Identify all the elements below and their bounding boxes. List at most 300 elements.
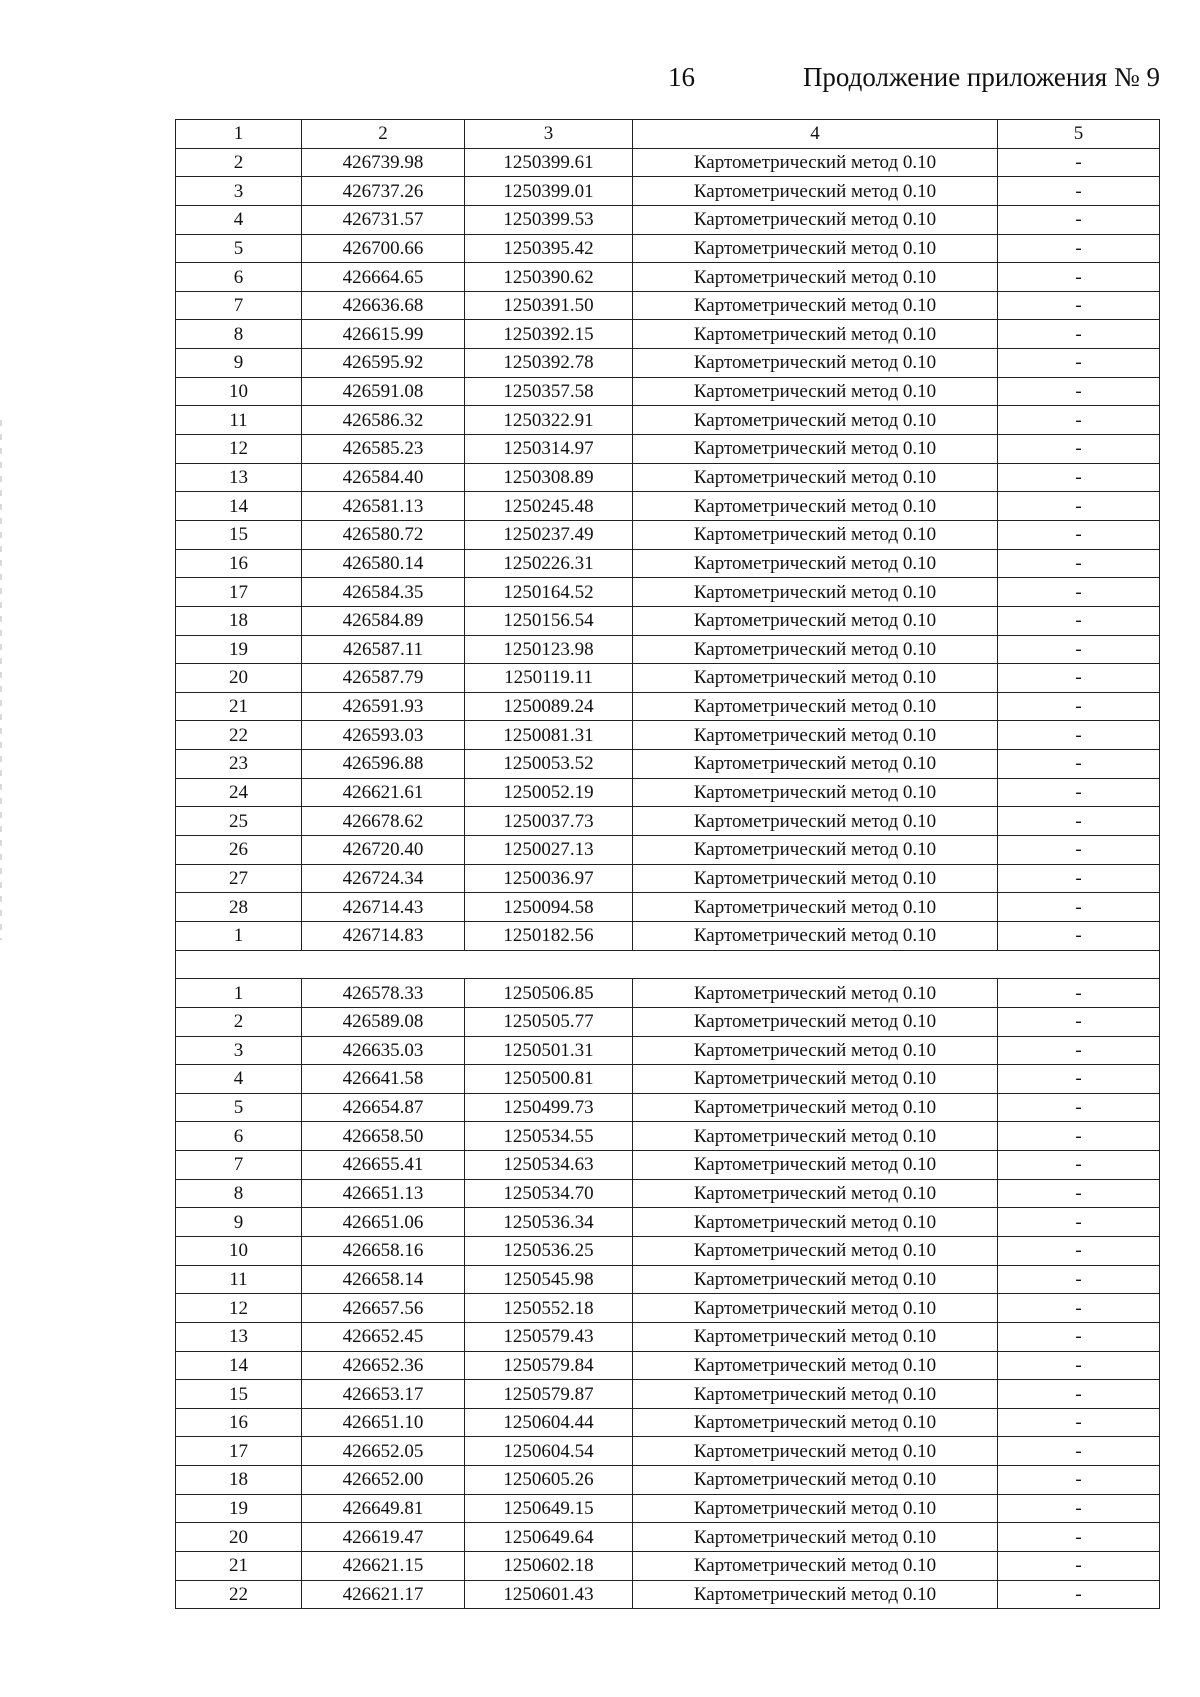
note-cell: - [998, 1351, 1160, 1380]
table-row [176, 1265, 1160, 1294]
point-number-cell: 12 [176, 435, 302, 464]
x-coordinate-cell: 426657.56 [302, 1294, 465, 1323]
point-number-cell: 6 [176, 263, 302, 292]
point-number-cell: 28 [176, 893, 302, 922]
y-coordinate-cell: 1250534.70 [465, 1179, 633, 1208]
method-accuracy-cell: Картометрический метод 0.10 [633, 406, 998, 435]
table-row [176, 291, 1160, 320]
y-coordinate-cell: 1250579.84 [465, 1351, 633, 1380]
point-number-cell: 4 [176, 1065, 302, 1094]
x-coordinate-cell: 426714.43 [302, 893, 465, 922]
point-number-cell: 16 [176, 1408, 302, 1437]
table-row [176, 320, 1160, 349]
note-cell: - [998, 1122, 1160, 1151]
y-coordinate-cell: 1250182.56 [465, 921, 633, 950]
method-accuracy-cell: Картометрический метод 0.10 [633, 606, 998, 635]
note-cell: - [998, 463, 1160, 492]
table-row [176, 177, 1160, 206]
note-cell: - [998, 435, 1160, 464]
method-accuracy-cell: Картометрический метод 0.10 [633, 721, 998, 750]
table-row [176, 1437, 1160, 1466]
table-row [176, 1494, 1160, 1523]
point-number-cell: 8 [176, 320, 302, 349]
point-number-cell: 16 [176, 549, 302, 578]
y-coordinate-cell: 1250036.97 [465, 864, 633, 893]
note-cell: - [998, 349, 1160, 378]
method-accuracy-cell: Картометрический метод 0.10 [633, 291, 998, 320]
note-cell: - [998, 893, 1160, 922]
table-row [176, 148, 1160, 177]
method-accuracy-cell: Картометрический метод 0.10 [633, 349, 998, 378]
method-accuracy-cell: Картометрический метод 0.10 [633, 635, 998, 664]
y-coordinate-cell: 1250545.98 [465, 1265, 633, 1294]
point-number-cell: 20 [176, 664, 302, 693]
x-coordinate-cell: 426678.62 [302, 807, 465, 836]
x-coordinate-cell: 426739.98 [302, 148, 465, 177]
point-number-cell: 15 [176, 520, 302, 549]
point-number-cell: 4 [176, 205, 302, 234]
method-accuracy-cell: Картометрический метод 0.10 [633, 377, 998, 406]
x-coordinate-cell: 426700.66 [302, 234, 465, 263]
table-row [176, 1408, 1160, 1437]
x-coordinate-cell: 426578.33 [302, 979, 465, 1008]
note-cell: - [998, 1408, 1160, 1437]
y-coordinate-cell: 1250237.49 [465, 520, 633, 549]
y-coordinate-cell: 1250534.55 [465, 1122, 633, 1151]
method-accuracy-cell: Картометрический метод 0.10 [633, 807, 998, 836]
x-coordinate-cell: 426658.50 [302, 1122, 465, 1151]
x-coordinate-cell: 426591.93 [302, 692, 465, 721]
note-cell: - [998, 692, 1160, 721]
method-accuracy-cell: Картометрический метод 0.10 [633, 921, 998, 950]
x-coordinate-cell: 426651.10 [302, 1408, 465, 1437]
y-coordinate-cell: 1250308.89 [465, 463, 633, 492]
point-number-cell: 19 [176, 635, 302, 664]
y-coordinate-cell: 1250391.50 [465, 291, 633, 320]
note-cell: - [998, 1437, 1160, 1466]
method-accuracy-cell: Картометрический метод 0.10 [633, 1408, 998, 1437]
table-row [176, 435, 1160, 464]
method-accuracy-cell: Картометрический метод 0.10 [633, 1552, 998, 1581]
x-coordinate-cell: 426654.87 [302, 1093, 465, 1122]
x-coordinate-cell: 426619.47 [302, 1523, 465, 1552]
x-coordinate-cell: 426652.36 [302, 1351, 465, 1380]
point-number-cell: 5 [176, 1093, 302, 1122]
table-row [176, 893, 1160, 922]
table-row [176, 406, 1160, 435]
x-coordinate-cell: 426652.00 [302, 1466, 465, 1495]
x-coordinate-cell: 426580.72 [302, 520, 465, 549]
y-coordinate-cell: 1250119.11 [465, 664, 633, 693]
table-row [176, 807, 1160, 836]
point-number-cell: 20 [176, 1523, 302, 1552]
method-accuracy-cell: Картометрический метод 0.10 [633, 1294, 998, 1323]
x-coordinate-cell: 426641.58 [302, 1065, 465, 1094]
x-coordinate-cell: 426664.65 [302, 263, 465, 292]
table-row [176, 520, 1160, 549]
table-row [176, 1208, 1160, 1237]
column-header: 2 [302, 120, 465, 149]
y-coordinate-cell: 1250605.26 [465, 1466, 633, 1495]
table-row [176, 979, 1160, 1008]
method-accuracy-cell: Картометрический метод 0.10 [633, 1322, 998, 1351]
method-accuracy-cell: Картометрический метод 0.10 [633, 1351, 998, 1380]
note-cell: - [998, 148, 1160, 177]
method-accuracy-cell: Картометрический метод 0.10 [633, 664, 998, 693]
x-coordinate-cell: 426658.16 [302, 1236, 465, 1265]
point-number-cell: 24 [176, 778, 302, 807]
note-cell: - [998, 836, 1160, 865]
table-row [176, 1036, 1160, 1065]
table-row [176, 263, 1160, 292]
point-number-cell: 26 [176, 836, 302, 865]
y-coordinate-cell: 1250392.15 [465, 320, 633, 349]
note-cell: - [998, 234, 1160, 263]
point-number-cell: 21 [176, 692, 302, 721]
method-accuracy-cell: Картометрический метод 0.10 [633, 578, 998, 607]
note-cell: - [998, 1494, 1160, 1523]
table-row [176, 377, 1160, 406]
table-row [176, 1380, 1160, 1409]
method-accuracy-cell: Картометрический метод 0.10 [633, 1007, 998, 1036]
table-row [176, 1466, 1160, 1495]
point-number-cell: 5 [176, 234, 302, 263]
method-accuracy-cell: Картометрический метод 0.10 [633, 1265, 998, 1294]
y-coordinate-cell: 1250552.18 [465, 1294, 633, 1323]
point-number-cell: 14 [176, 1351, 302, 1380]
x-coordinate-cell: 426587.79 [302, 664, 465, 693]
method-accuracy-cell: Картометрический метод 0.10 [633, 836, 998, 865]
table-row [176, 492, 1160, 521]
x-coordinate-cell: 426584.35 [302, 578, 465, 607]
scan-edge-marks [0, 420, 2, 940]
note-cell: - [998, 377, 1160, 406]
note-cell: - [998, 549, 1160, 578]
method-accuracy-cell: Картометрический метод 0.10 [633, 1494, 998, 1523]
y-coordinate-cell: 1250604.44 [465, 1408, 633, 1437]
y-coordinate-cell: 1250579.43 [465, 1322, 633, 1351]
point-number-cell: 1 [176, 921, 302, 950]
table-row [176, 1065, 1160, 1094]
x-coordinate-cell: 426591.08 [302, 377, 465, 406]
point-number-cell: 23 [176, 750, 302, 779]
point-number-cell: 7 [176, 291, 302, 320]
note-cell: - [998, 520, 1160, 549]
table-row [176, 664, 1160, 693]
y-coordinate-cell: 1250536.34 [465, 1208, 633, 1237]
note-cell: - [998, 778, 1160, 807]
x-coordinate-cell: 426636.68 [302, 291, 465, 320]
note-cell: - [998, 1552, 1160, 1581]
x-coordinate-cell: 426651.13 [302, 1179, 465, 1208]
method-accuracy-cell: Картометрический метод 0.10 [633, 864, 998, 893]
x-coordinate-cell: 426584.89 [302, 606, 465, 635]
method-accuracy-cell: Картометрический метод 0.10 [633, 692, 998, 721]
point-number-cell: 10 [176, 1236, 302, 1265]
method-accuracy-cell: Картометрический метод 0.10 [633, 205, 998, 234]
method-accuracy-cell: Картометрический метод 0.10 [633, 1093, 998, 1122]
x-coordinate-cell: 426587.11 [302, 635, 465, 664]
x-coordinate-cell: 426737.26 [302, 177, 465, 206]
x-coordinate-cell: 426731.57 [302, 205, 465, 234]
point-number-cell: 22 [176, 1580, 302, 1609]
table-row [176, 606, 1160, 635]
x-coordinate-cell: 426621.15 [302, 1552, 465, 1581]
table-row [176, 1552, 1160, 1581]
note-cell: - [998, 1294, 1160, 1323]
note-cell: - [998, 205, 1160, 234]
method-accuracy-cell: Картометрический метод 0.10 [633, 234, 998, 263]
y-coordinate-cell: 1250226.31 [465, 549, 633, 578]
method-accuracy-cell: Картометрический метод 0.10 [633, 1580, 998, 1609]
method-accuracy-cell: Картометрический метод 0.10 [633, 177, 998, 206]
method-accuracy-cell: Картометрический метод 0.10 [633, 893, 998, 922]
method-accuracy-cell: Картометрический метод 0.10 [633, 1380, 998, 1409]
x-coordinate-cell: 426580.14 [302, 549, 465, 578]
note-cell: - [998, 1523, 1160, 1552]
method-accuracy-cell: Картометрический метод 0.10 [633, 1437, 998, 1466]
x-coordinate-cell: 426593.03 [302, 721, 465, 750]
x-coordinate-cell: 426655.41 [302, 1151, 465, 1180]
y-coordinate-cell: 1250601.43 [465, 1580, 633, 1609]
y-coordinate-cell: 1250649.64 [465, 1523, 633, 1552]
note-cell: - [998, 921, 1160, 950]
y-coordinate-cell: 1250027.13 [465, 836, 633, 865]
y-coordinate-cell: 1250322.91 [465, 406, 633, 435]
y-coordinate-cell: 1250314.97 [465, 435, 633, 464]
note-cell: - [998, 291, 1160, 320]
table-row [176, 1351, 1160, 1380]
y-coordinate-cell: 1250357.58 [465, 377, 633, 406]
point-number-cell: 8 [176, 1179, 302, 1208]
x-coordinate-cell: 426621.61 [302, 778, 465, 807]
x-coordinate-cell: 426586.32 [302, 406, 465, 435]
method-accuracy-cell: Картометрический метод 0.10 [633, 435, 998, 464]
y-coordinate-cell: 1250399.61 [465, 148, 633, 177]
y-coordinate-cell: 1250123.98 [465, 635, 633, 664]
y-coordinate-cell: 1250649.15 [465, 1494, 633, 1523]
x-coordinate-cell: 426621.17 [302, 1580, 465, 1609]
y-coordinate-cell: 1250392.78 [465, 349, 633, 378]
point-number-cell: 11 [176, 406, 302, 435]
method-accuracy-cell: Картометрический метод 0.10 [633, 520, 998, 549]
point-number-cell: 18 [176, 606, 302, 635]
note-cell: - [998, 606, 1160, 635]
section-separator-cell [176, 950, 1160, 979]
column-header: 1 [176, 120, 302, 149]
method-accuracy-cell: Картометрический метод 0.10 [633, 1466, 998, 1495]
x-coordinate-cell: 426653.17 [302, 1380, 465, 1409]
y-coordinate-cell: 1250579.87 [465, 1380, 633, 1409]
point-number-cell: 12 [176, 1294, 302, 1323]
method-accuracy-cell: Картометрический метод 0.10 [633, 1523, 998, 1552]
table-row [176, 1007, 1160, 1036]
table-row [176, 1236, 1160, 1265]
section-separator-row [176, 950, 1160, 979]
x-coordinate-cell: 426649.81 [302, 1494, 465, 1523]
x-coordinate-cell: 426589.08 [302, 1007, 465, 1036]
note-cell: - [998, 807, 1160, 836]
note-cell: - [998, 406, 1160, 435]
table-row [176, 205, 1160, 234]
point-number-cell: 27 [176, 864, 302, 893]
point-number-cell: 2 [176, 1007, 302, 1036]
note-cell: - [998, 1380, 1160, 1409]
table-row [176, 463, 1160, 492]
table-row [176, 1122, 1160, 1151]
table-header-row [176, 120, 1160, 149]
table-row [176, 1093, 1160, 1122]
y-coordinate-cell: 1250399.53 [465, 205, 633, 234]
table-row [176, 549, 1160, 578]
method-accuracy-cell: Картометрический метод 0.10 [633, 1122, 998, 1151]
table-row [176, 234, 1160, 263]
method-accuracy-cell: Картометрический метод 0.10 [633, 549, 998, 578]
table-row [176, 778, 1160, 807]
note-cell: - [998, 263, 1160, 292]
page-number: 16 [668, 62, 695, 92]
column-header: 3 [465, 120, 633, 149]
table-row [176, 692, 1160, 721]
note-cell: - [998, 635, 1160, 664]
point-number-cell: 2 [176, 148, 302, 177]
x-coordinate-cell: 426714.83 [302, 921, 465, 950]
point-number-cell: 10 [176, 377, 302, 406]
point-number-cell: 13 [176, 1322, 302, 1351]
method-accuracy-cell: Картометрический метод 0.10 [633, 1151, 998, 1180]
point-number-cell: 13 [176, 463, 302, 492]
table-row [176, 1322, 1160, 1351]
y-coordinate-cell: 1250499.73 [465, 1093, 633, 1122]
y-coordinate-cell: 1250164.52 [465, 578, 633, 607]
table-row [176, 635, 1160, 664]
note-cell: - [998, 1236, 1160, 1265]
y-coordinate-cell: 1250037.73 [465, 807, 633, 836]
method-accuracy-cell: Картометрический метод 0.10 [633, 492, 998, 521]
point-number-cell: 7 [176, 1151, 302, 1180]
y-coordinate-cell: 1250094.58 [465, 893, 633, 922]
point-number-cell: 17 [176, 1437, 302, 1466]
table-row [176, 1580, 1160, 1609]
table-row [176, 864, 1160, 893]
note-cell: - [998, 1007, 1160, 1036]
x-coordinate-cell: 426585.23 [302, 435, 465, 464]
y-coordinate-cell: 1250399.01 [465, 177, 633, 206]
x-coordinate-cell: 426652.05 [302, 1437, 465, 1466]
y-coordinate-cell: 1250053.52 [465, 750, 633, 779]
method-accuracy-cell: Картометрический метод 0.10 [633, 778, 998, 807]
method-accuracy-cell: Картометрический метод 0.10 [633, 263, 998, 292]
point-number-cell: 9 [176, 349, 302, 378]
method-accuracy-cell: Картометрический метод 0.10 [633, 1208, 998, 1237]
method-accuracy-cell: Картометрический метод 0.10 [633, 148, 998, 177]
point-number-cell: 21 [176, 1552, 302, 1581]
point-number-cell: 9 [176, 1208, 302, 1237]
x-coordinate-cell: 426615.99 [302, 320, 465, 349]
note-cell: - [998, 1322, 1160, 1351]
y-coordinate-cell: 1250534.63 [465, 1151, 633, 1180]
x-coordinate-cell: 426584.40 [302, 463, 465, 492]
note-cell: - [998, 1065, 1160, 1094]
table-row [176, 721, 1160, 750]
y-coordinate-cell: 1250506.85 [465, 979, 633, 1008]
y-coordinate-cell: 1250390.62 [465, 263, 633, 292]
y-coordinate-cell: 1250536.25 [465, 1236, 633, 1265]
table-row [176, 1179, 1160, 1208]
y-coordinate-cell: 1250501.31 [465, 1036, 633, 1065]
x-coordinate-cell: 426596.88 [302, 750, 465, 779]
point-number-cell: 6 [176, 1122, 302, 1151]
method-accuracy-cell: Картометрический метод 0.10 [633, 463, 998, 492]
y-coordinate-cell: 1250604.54 [465, 1437, 633, 1466]
appendix-continuation-title: Продолжение приложения № 9 [802, 62, 1160, 92]
table-row [176, 1151, 1160, 1180]
note-cell: - [998, 750, 1160, 779]
note-cell: - [998, 1093, 1160, 1122]
note-cell: - [998, 864, 1160, 893]
note-cell: - [998, 578, 1160, 607]
point-number-cell: 19 [176, 1494, 302, 1523]
x-coordinate-cell: 426595.92 [302, 349, 465, 378]
x-coordinate-cell: 426581.13 [302, 492, 465, 521]
point-number-cell: 1 [176, 979, 302, 1008]
x-coordinate-cell: 426652.45 [302, 1322, 465, 1351]
x-coordinate-cell: 426724.34 [302, 864, 465, 893]
point-number-cell: 22 [176, 721, 302, 750]
note-cell: - [998, 1580, 1160, 1609]
point-number-cell: 17 [176, 578, 302, 607]
table-row [176, 349, 1160, 378]
note-cell: - [998, 1466, 1160, 1495]
note-cell: - [998, 664, 1160, 693]
y-coordinate-cell: 1250089.24 [465, 692, 633, 721]
method-accuracy-cell: Картометрический метод 0.10 [633, 1036, 998, 1065]
point-number-cell: 15 [176, 1380, 302, 1409]
note-cell: - [998, 1036, 1160, 1065]
table-row [176, 836, 1160, 865]
y-coordinate-cell: 1250081.31 [465, 721, 633, 750]
point-number-cell: 18 [176, 1466, 302, 1495]
column-header: 5 [998, 120, 1160, 149]
point-number-cell: 3 [176, 1036, 302, 1065]
table-row [176, 750, 1160, 779]
point-number-cell: 11 [176, 1265, 302, 1294]
note-cell: - [998, 721, 1160, 750]
x-coordinate-cell: 426720.40 [302, 836, 465, 865]
note-cell: - [998, 1179, 1160, 1208]
y-coordinate-cell: 1250395.42 [465, 234, 633, 263]
x-coordinate-cell: 426658.14 [302, 1265, 465, 1294]
method-accuracy-cell: Картометрический метод 0.10 [633, 1179, 998, 1208]
y-coordinate-cell: 1250500.81 [465, 1065, 633, 1094]
table-row [176, 1294, 1160, 1323]
note-cell: - [998, 177, 1160, 206]
note-cell: - [998, 320, 1160, 349]
method-accuracy-cell: Картометрический метод 0.10 [633, 979, 998, 1008]
table-row [176, 1523, 1160, 1552]
table-row [176, 921, 1160, 950]
note-cell: - [998, 1265, 1160, 1294]
column-header: 4 [633, 120, 998, 149]
y-coordinate-cell: 1250505.77 [465, 1007, 633, 1036]
x-coordinate-cell: 426635.03 [302, 1036, 465, 1065]
coordinates-table [175, 119, 1160, 1609]
y-coordinate-cell: 1250156.54 [465, 606, 633, 635]
method-accuracy-cell: Картометрический метод 0.10 [633, 750, 998, 779]
y-coordinate-cell: 1250602.18 [465, 1552, 633, 1581]
point-number-cell: 25 [176, 807, 302, 836]
page-header [0, 62, 1160, 96]
